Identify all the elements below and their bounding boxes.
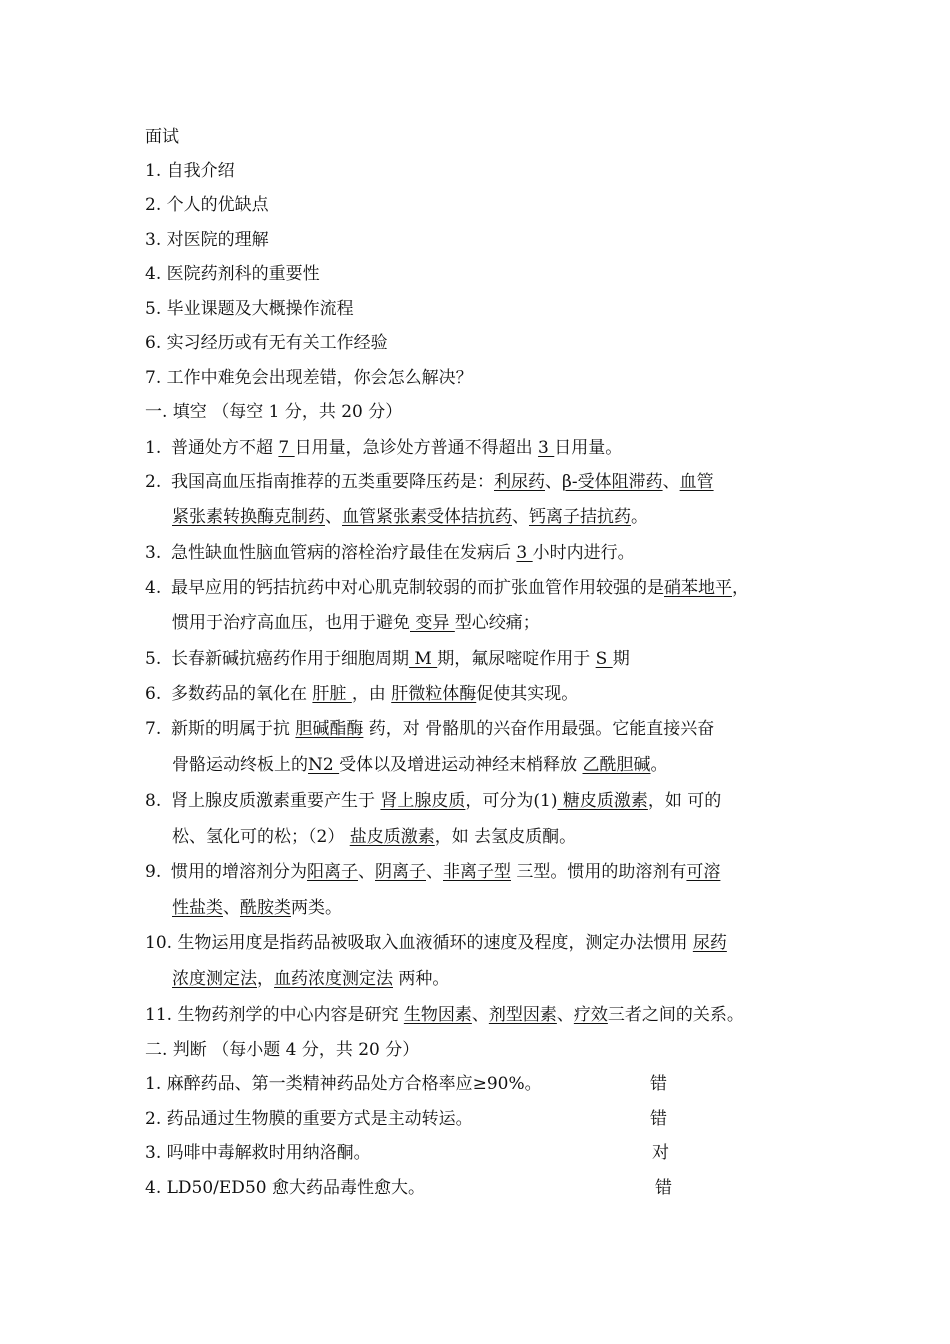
fill-question: 11. 生物药剂学的中心内容是研究 生物因素、剂型因素、疗效三者之间的关系。 [145, 1005, 744, 1025]
interview-item: 2. 个人的优缺点 [145, 195, 269, 215]
fill-question-cont: 惯用于治疗高血压，也用于避免 变异 型心绞痛； [172, 613, 540, 633]
answer-blank: 变异 [410, 613, 455, 633]
answer-blank: 硝苯地平 [664, 578, 732, 598]
interview-item: 7. 工作中难免会出现差错，你会怎么解决？ [145, 368, 473, 388]
section-heading-fill: 一. 填空 （每空 1 分，共 20 分） [145, 402, 403, 422]
answer-blank: 利尿药 [494, 472, 545, 492]
answer-blank: 钙离子拮抗药 [529, 507, 631, 527]
answer-blank: 酰胺类 [240, 898, 291, 918]
judge-question: 4. LD50/ED50 愈大药品毒性愈大。 [145, 1178, 425, 1198]
judge-answer: 错 [655, 1178, 672, 1198]
interview-item: 6. 实习经历或有无有关工作经验 [145, 333, 388, 353]
question-number: 4. [145, 578, 162, 598]
answer-blank: 剂型因素 [488, 1005, 557, 1025]
question-number: 10. [145, 933, 173, 953]
answer-blank: 血管紧张素受体拮抗药 [342, 507, 512, 527]
judge-question: 3. 吗啡中毒解救时用纳洛酮。 [145, 1143, 371, 1163]
fill-question: 3. 急性缺血性脑血管病的溶栓治疗最佳在发病后 3 小时内进行。 [145, 543, 635, 563]
answer-blank: 阴离子 [375, 862, 426, 882]
answer-blank: 3 [538, 438, 555, 458]
page-title: 面试 [145, 127, 179, 147]
fill-question: 7. 新斯的明属于抗 胆碱酯酶 药，对 骨骼肌的兴奋作用最强。它能直接兴奋 [145, 719, 715, 739]
question-number: 11. [145, 1005, 173, 1025]
fill-question: 9. 惯用的增溶剂分为阳离子、阴离子、非离子型 三型。惯用的助溶剂有可溶 [145, 862, 721, 882]
answer-blank: 紧张素转换酶克制药 [172, 507, 325, 527]
fill-question: 6. 多数药品的氧化在 肝脏 ，由 肝微粒体酶促使其实现。 [145, 684, 579, 704]
answer-blank: 性盐类 [172, 898, 223, 918]
question-number: 1. [145, 438, 162, 458]
answer-blank: 浓度测定法 [172, 969, 257, 989]
answer-blank: S [595, 649, 613, 669]
answer-blank: 肾上腺皮质 [380, 791, 466, 811]
fill-question: 4. 最早应用的钙拮抗药中对心肌克制较弱的而扩张血管作用较强的是硝苯地平， [145, 578, 749, 598]
fill-question-cont: 浓度测定法，血药浓度测定法 两种。 [172, 969, 450, 989]
section-heading-judge: 二. 判断 （每小题 4 分，共 20 分） [145, 1040, 420, 1060]
answer-blank: 疗效 [573, 1005, 608, 1025]
fill-question: 5. 长春新碱抗癌药作用于细胞周期 M 期，氟尿嘧啶作用于 S 期 [145, 649, 630, 669]
question-number: 2. [145, 472, 162, 492]
interview-item: 1. 自我介绍 [145, 161, 235, 181]
answer-blank: 可溶 [686, 862, 721, 882]
judge-answer: 错 [650, 1109, 667, 1129]
answer-blank: 胆碱酯酶 [295, 719, 364, 739]
answer-blank: 肝微粒体酶 [391, 684, 477, 704]
fill-question: 1. 普通处方不超 7 日用量，急诊处方普通不得超出 3 日用量。 [145, 438, 623, 458]
fill-question-cont: 紧张素转换酶克制药、血管紧张素受体拮抗药、钙离子拮抗药。 [172, 507, 648, 527]
answer-blank: 乙酰胆碱 [582, 755, 651, 775]
fill-question: 8. 肾上腺皮质激素重要产生于 肾上腺皮质，可分为(1) 糖皮质激素，如 可的 [145, 791, 722, 811]
answer-blank: 尿药 [692, 933, 727, 953]
answer-blank: β-受体阻滞药 [562, 472, 663, 492]
question-number: 8. [145, 791, 162, 811]
judge-answer: 对 [652, 1143, 669, 1163]
answer-blank: M [409, 649, 438, 669]
interview-item: 4. 医院药剂科的重要性 [145, 264, 320, 284]
answer-blank: 阳离子 [307, 862, 358, 882]
judge-question: 1. 麻醉药品、第一类精神药品处方合格率应≥90%。 [145, 1074, 542, 1094]
answer-blank: 肝脏 [312, 684, 352, 704]
answer-blank: 7 [278, 438, 295, 458]
interview-item: 3. 对医院的理解 [145, 230, 269, 250]
question-number: 5. [145, 649, 162, 669]
question-number: 3. [145, 543, 162, 563]
answer-blank: 糖皮质激素 [557, 791, 648, 811]
answer-blank: N2 [308, 755, 340, 775]
fill-question-cont: 骨骼运动终板上的N2 受体以及增进运动神经末梢释放 乙酰胆碱。 [172, 755, 668, 775]
answer-blank: 生物因素 [403, 1005, 472, 1025]
fill-question: 2. 我国高血压指南推荐的五类重要降压药是：利尿药、β-受体阻滞药、血管 [145, 472, 714, 492]
interview-item: 5. 毕业课题及大概操作流程 [145, 299, 354, 319]
question-number: 6. [145, 684, 162, 704]
fill-question-cont: 性盐类、酰胺类两类。 [172, 898, 342, 918]
question-number: 7. [145, 719, 162, 739]
answer-blank: 非离子型 [443, 862, 511, 882]
answer-blank: 血药浓度测定法 [274, 969, 393, 989]
answer-blank: 3 [516, 543, 533, 563]
question-number: 9. [145, 862, 162, 882]
judge-answer: 错 [650, 1074, 667, 1094]
fill-question-cont: 松、氢化可的松；（2） 盐皮质激素，如 去氢皮质酮。 [172, 827, 577, 847]
judge-question: 2. 药品通过生物膜的重要方式是主动转运。 [145, 1109, 473, 1129]
fill-question: 10. 生物运用度是指药品被吸取入血液循环的速度及程度，测定办法惯用 尿药 [145, 933, 727, 953]
answer-blank: 盐皮质激素 [349, 827, 435, 847]
answer-blank: 血管 [679, 472, 714, 492]
